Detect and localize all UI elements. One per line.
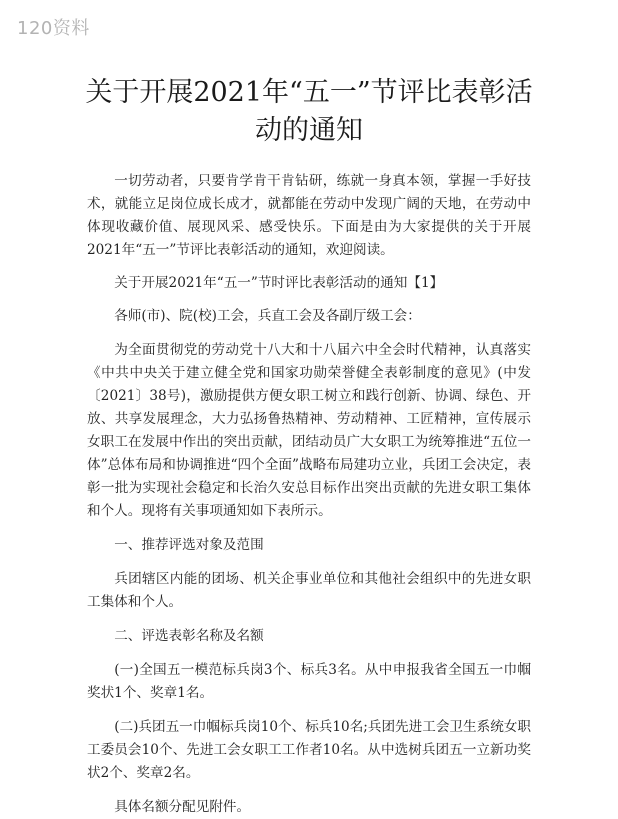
title-line-2: 动的通知 (255, 115, 363, 146)
document-body (87, 170, 531, 819)
body-paragraph-scope: 兵团辖区内能的团场、机关企事业单位和其他社会组织中的先进女职工集体和个人。 (87, 571, 531, 610)
document-title (0, 74, 618, 150)
title-line-1: 关于开展2021年“五一”节评比表彰活 (85, 77, 533, 108)
intro-paragraph: 一切劳动者，只要肯学肯干肯钻研，练就一身真本领，掌握一手好技术，就能立足岗位成长成才，就都能在劳动中发现广阔的天地，在劳动中体现收藏价值、展现风采、感受快乐。下面是由为大家提供的关于开展2021年“五一”节评比表彰活动的通知，欢迎阅读。 (87, 173, 531, 258)
section-heading-2: 二、评选表彰名称及名额 (114, 628, 264, 644)
body-paragraph-purpose: 为全面贯彻党的劳动党十八大和十八届六中全会时代精神，认真落实《中共中央关于建立健全党和国家功勋荣誉健全表彰制度的意见》(中发〔2021〕38号)，激励提供方便女职工树立和践行创新、协调、绿色、开放、共享发展理念，大力弘扬鲁热精神、劳动精神、工匠精神，宣传展示女职工在发展中作出的突出贡献，团结动员广大女职工为统筹推进“五位一体”总体布局和协调推进“四个全面”战略布局建功立业，兵团工会决定，表彰一批为实现社会稳定和长治久安总目标作出突出贡献的先进女职工集体和个人。现将有关事项通知如下表所示。 (87, 342, 531, 519)
watermark-logo: 120资料 (17, 18, 90, 39)
body-paragraph-appendix: 具体名额分配见附件。 (114, 799, 251, 815)
body-paragraph-bingtuan-quota: (二)兵团五一巾帼标兵岗10个、标兵10名;兵团先进工会卫生系统女职工委员会10个、先进工会女职工工作者10名。从中选树兵团五一立新功奖状2个、奖章2名。 (87, 719, 531, 781)
section-heading-1: 一、推荐评选对象及范围 (114, 537, 264, 553)
salutation: 各师(市)、院(校)工会，兵直工会及各副厅级工会： (114, 308, 421, 324)
body-paragraph-national-quota: (一)全国五一模范标兵岗3个、标兵3名。从中申报我省全国五一巾帼奖状1个、奖章1名。 (87, 662, 531, 701)
notice-heading: 关于开展2021年“五一”节时评比表彰活动的通知【1】 (114, 275, 444, 291)
